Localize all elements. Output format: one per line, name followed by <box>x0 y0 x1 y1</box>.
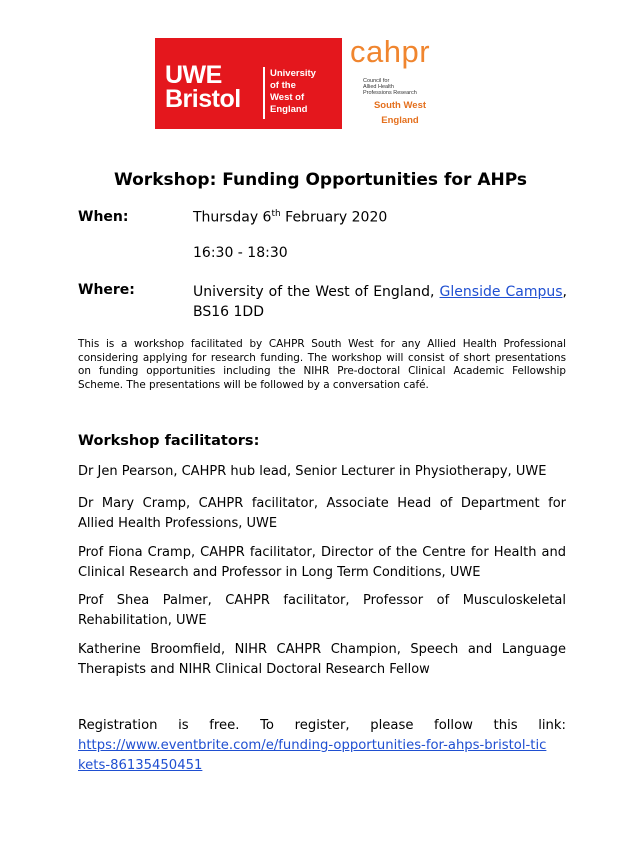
registration-block <box>78 716 566 776</box>
glenside-campus-link[interactable]: Glenside Campus <box>439 284 563 300</box>
uwe-logo-subtitle <box>270 68 316 116</box>
facilitator-item: Dr Jen Pearson, CAHPR hub lead, Senior Lecturer in Physiotherapy, UWE <box>78 464 547 479</box>
uwe-logo-sub-line: University <box>270 68 316 79</box>
when-date-prefix: Thursday 6 <box>193 209 272 226</box>
facilitator-item: Katherine Broomfield, NIHR CAHPR Champion, Speech and Language Therapists and NIHR Clinical Doctoral Research Fellow <box>78 642 566 677</box>
facilitators-heading: Workshop facilitators: <box>78 433 260 449</box>
cahpr-region-line: South West <box>373 100 427 111</box>
where-value <box>193 282 567 322</box>
when-date-suffix-sup: th <box>271 209 281 219</box>
uwe-logo-sub-line: England <box>270 104 308 115</box>
page-title: Workshop: Funding Opportunities for AHPs <box>113 170 528 190</box>
when-time: 16:30 - 18:30 <box>193 245 288 261</box>
cahpr-logo-word: cahpr <box>350 34 431 69</box>
cahpr-logo <box>350 34 450 128</box>
when-date-suffix: February 2020 <box>280 209 388 226</box>
cahpr-small-line: Council for <box>363 78 390 84</box>
facilitator-item: Dr Mary Cramp, CAHPR facilitator, Associate Head of Department for Allied Health Professions, UWE <box>78 496 566 531</box>
facilitator-item: Prof Fiona Cramp, CAHPR facilitator, Director of the Centre for Health and Clinical Research and Professor in Long Term Conditions, UWE <box>78 545 566 580</box>
cahpr-small-line: Allied Health <box>363 84 394 90</box>
uwe-logo-divider <box>263 67 265 119</box>
uwe-bristol-logo <box>155 38 342 129</box>
where-text-before: University of the West of England, <box>193 284 440 300</box>
uwe-logo-sub-line: West of <box>270 92 305 103</box>
uwe-logo-sub-line: of the <box>270 80 296 91</box>
uwe-logo-line1: UWE <box>165 61 222 89</box>
eventbrite-registration-link[interactable]: https://www.eventbrite.com/e/funding-opportunities-for-ahps-bristol-tickets-86135450451 <box>78 738 547 773</box>
cahpr-small-line: Professions Research <box>363 90 417 96</box>
description-paragraph: This is a workshop facilitated by CAHPR South West for any Allied Health Professional considering applying for research funding. The workshop will consist of short presentations on funding opportunities including the NIHR Pre-doctoral Clinical Academic Fellowship Scheme. The presentations will be followed by a conversation café. <box>78 338 566 392</box>
where-label: Where: <box>78 282 135 298</box>
facilitator-item: Prof Shea Palmer, CAHPR facilitator, Professor of Musculoskeletal Rehabilitation, UWE <box>78 593 566 628</box>
cahpr-logo-council-text <box>363 78 433 96</box>
uwe-logo-line2: Bristol <box>165 85 241 113</box>
where-text-after: , BS16 1DD <box>193 284 567 320</box>
registration-text: Registration is free. To register, please follow this link: <box>78 718 566 733</box>
cahpr-logo-region <box>350 98 450 128</box>
when-label: When: <box>78 209 129 225</box>
when-date <box>193 209 387 226</box>
cahpr-region-line: England <box>381 115 419 126</box>
